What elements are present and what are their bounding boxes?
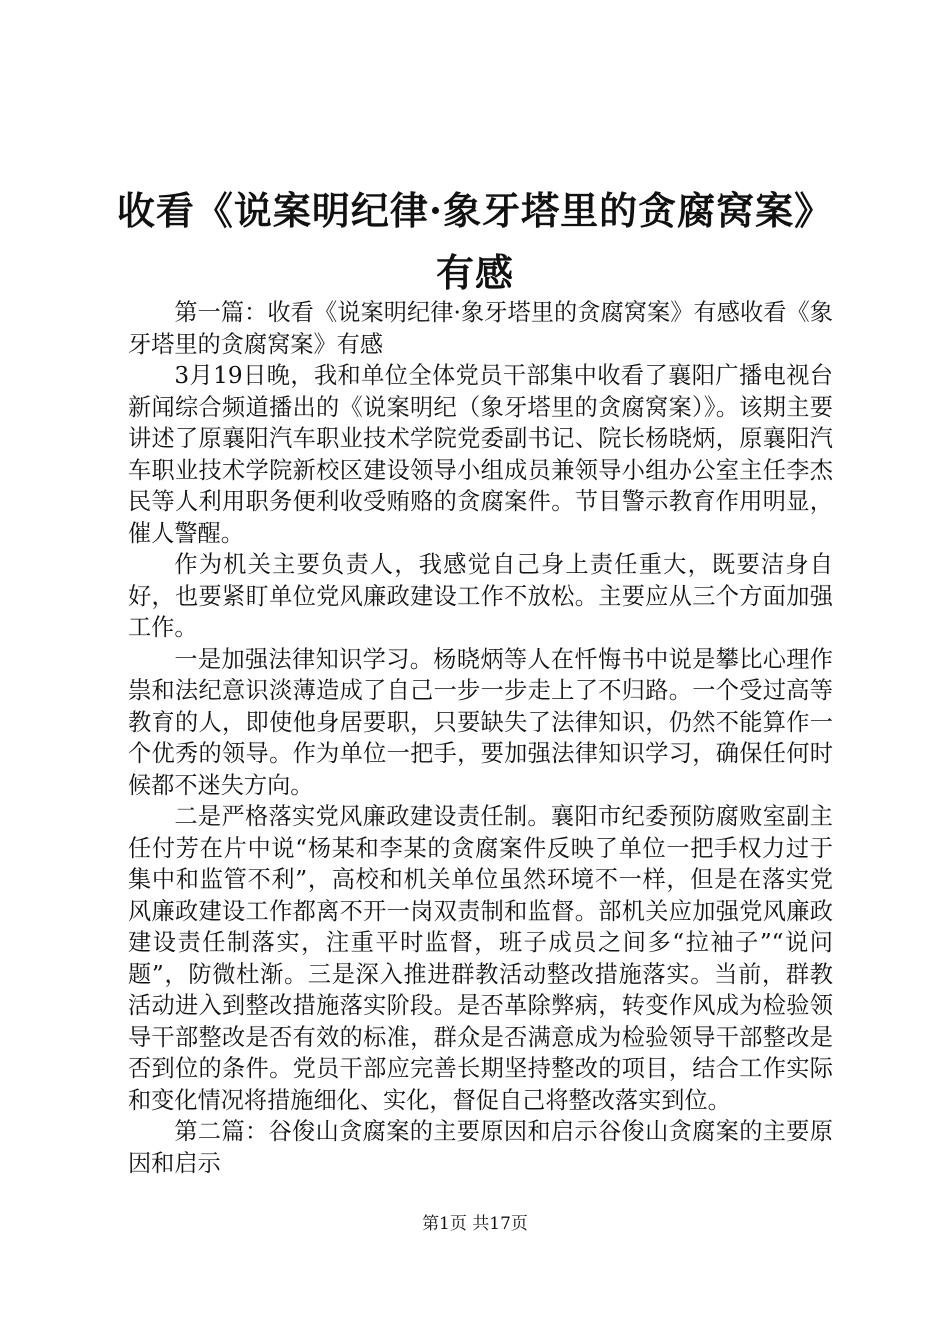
paragraph-5: 二是严格落实党风廉政建设责任制。襄阳市纪委预防腐败室副主任付芳在片中说“杨某和李某的贪腐案件反映了单位一把手权力过于集中和监管不利”，高校和机关单位虽然环境不一样，但是在落实党风廉政建设工作都离不开一岗双责制和监督。部机关应加强党风廉政建设责任制落实，注重平时监督，班子成员之间多“拉袖子”“说问题”，防微杜渐。三是深入推进群教活动整改措施落实。当前，群教活动进入到整改措施落实阶段。是否革除弊病，转变作风成为检验领导干部整改是否有效的标准，群众是否满意成为检验领导干部整改是否到位的条件。党员干部应完善长期坚持整改的项目，结合工作实际和变化情况将措施细化、实化，督促自己将整改落实到位。 [128,803,833,1114]
document-body [128,297,833,1179]
paragraph-6: 第二篇：谷俊山贪腐案的主要原因和启示谷俊山贪腐案的主要原因和启示 [128,1118,833,1177]
page-footer: 第1页 共17页 [422,1214,528,1234]
document-title: 收看《说案明纪律·象牙塔里的贪腐窝案》有感 [116,188,834,295]
paragraph-4: 一是加强法律知识学习。杨晓炳等人在忏悔书中说是攀比心理作祟和法纪意识淡薄造成了自己一步一步走上了不归路。一个受过高等教育的人，即使他身居要职，只要缺失了法律知识，仍然不能算作一个优秀的领导。作为单位一把手，要加强法律知识学习，确保任何时候都不迷失方向。 [128,645,833,799]
paragraph-2: 3月19日晚，我和单位全体党员干部集中收看了襄阳广播电视台新闻综合频道播出的《说案明纪（象牙塔里的贪腐窝案）》。该期主要讲述了原襄阳汽车职业技术学院党委副书记、院长杨晓炳，原襄阳汽车职业技术学院新校区建设领导小组成员兼领导小组办公室主任李杰民等人利用职务便利收受贿赂的贪腐案件。节目警示教育作用明显，催人警醒。 [128,362,833,547]
paragraph-3: 作为机关主要负责人，我感觉自己身上责任重大，既要洁身自好，也要紧盯单位党风廉政建设工作不放松。主要应从三个方面加强工作。 [128,551,833,641]
paragraph-1: 第一篇：收看《说案明纪律·象牙塔里的贪腐窝案》有感收看《象牙塔里的贪腐窝案》有感 [128,299,833,358]
